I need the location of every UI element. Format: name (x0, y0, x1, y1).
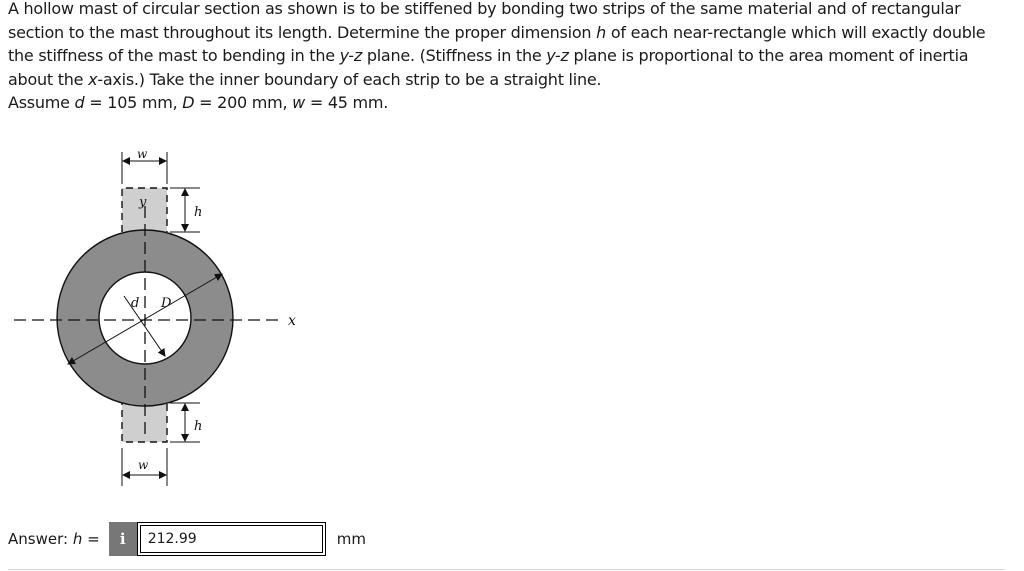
problem-statement (8, 0, 1013, 115)
answer-label-prefix: Answer: (8, 530, 69, 548)
answer-row (8, 522, 366, 556)
info-button[interactable] (109, 522, 137, 556)
info-icon: i (119, 530, 126, 548)
w-top-label: w (137, 147, 148, 161)
w-value: = 45 mm. (309, 93, 389, 113)
answer-value[interactable]: 212.99 (140, 525, 323, 553)
y-axis-label: y (139, 195, 147, 210)
D-label: D (161, 296, 172, 311)
var-h: h (596, 22, 606, 42)
mast-cross-section-figure (0, 140, 320, 500)
answer-unit: mm (336, 530, 366, 548)
w-bottom-label: w (138, 458, 149, 472)
var-w: w (292, 93, 305, 113)
problem-paragraph (8, 0, 1013, 91)
problem-sentence-2d: plane is proportional to the area moment of inertia about the (8, 46, 969, 89)
h-top-label: h (194, 205, 203, 220)
problem-sentence-2c: plane. (Stiffness in the (366, 46, 542, 66)
d-label: d (131, 296, 140, 311)
bottom-divider (8, 569, 1005, 570)
h-bottom-label: h (194, 419, 203, 434)
d-value: = 105 mm, (89, 93, 178, 113)
var-d: d (74, 93, 85, 113)
answer-label (8, 530, 100, 548)
problem-sentence-2a: Determine the proper dimension (337, 22, 592, 42)
assume-prefix: Assume (8, 93, 70, 113)
problem-sentence-2b: of each near-rectangle which will exactly double the stiffness of the mast to bending in the (8, 22, 986, 66)
problem-sentence-2e: -axis.) Take the inner boundary of each strip to be a straight line. (97, 69, 602, 89)
plane-yz-1: y-z (339, 46, 362, 66)
x-axis-label: x (288, 313, 296, 329)
answer-label-var: h (72, 530, 83, 548)
problem-sentence-1: A hollow mast of circular section as shown is to be stiffened by bonding two strips of the same material and of rectangular section to the mast throughout its length. (8, 0, 961, 42)
assumptions (8, 91, 1013, 115)
plane-yz-2: y-z (546, 46, 569, 66)
axis-x: x (88, 69, 98, 89)
answer-label-suffix: = (87, 530, 100, 548)
answer-input[interactable] (137, 522, 326, 556)
D-value: = 200 mm, (199, 93, 288, 113)
var-D: D (182, 93, 195, 113)
